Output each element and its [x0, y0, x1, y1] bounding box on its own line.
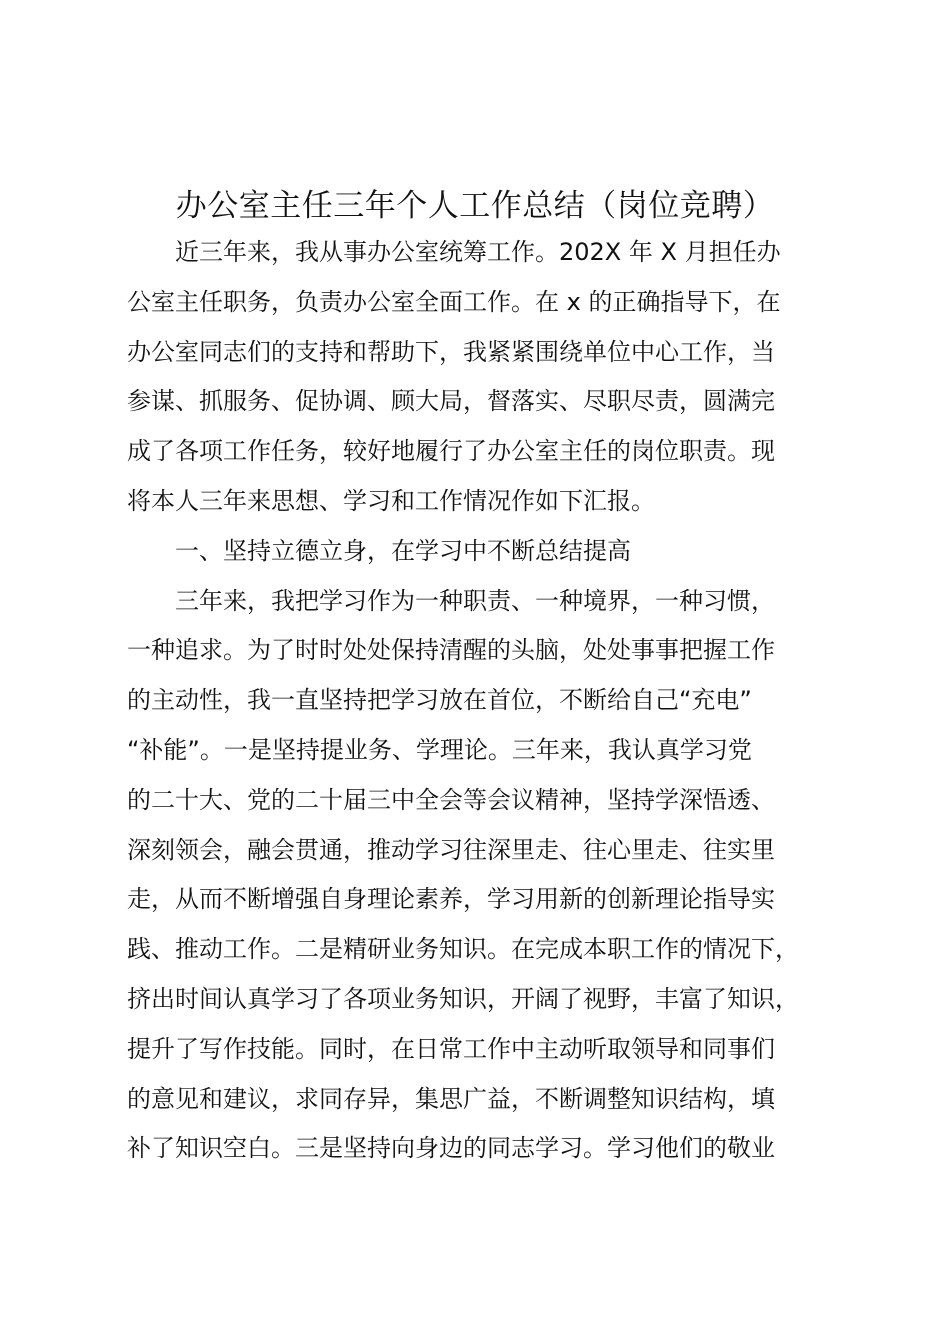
document-title: 办公室主任三年个人工作总结（岗位竞聘） — [175, 188, 775, 224]
paragraph-line: “补能”。一是坚持提业务、学理论。三年来，我认真学习党 — [127, 735, 752, 764]
paragraph-line: 补了知识空白。三是坚持向身边的同志学习。学习他们的敬业 — [127, 1134, 775, 1163]
paragraph-line: 深刻领会，融会贯通，推动学习往深里走、往心里走、往实里 — [127, 835, 775, 864]
paragraph-line: 公室主任职务，负责办公室全面工作。在 x 的正确指导下，在 — [127, 287, 781, 316]
paragraph-line: 办公室同志们的支持和帮助下，我紧紧围绕单位中心工作，当 — [127, 337, 775, 366]
paragraph-line: 三年来，我把学习作为一种职责、一种境界，一种习惯， — [175, 586, 775, 615]
paragraph-line: 提升了写作技能。同时，在日常工作中主动听取领导和同事们 — [127, 1034, 775, 1063]
paragraph-line: 将本人三年来思想、学习和工作情况作如下汇报。 — [127, 486, 655, 515]
paragraph-line: 的意见和建议，求同存异，集思广益，不断调整知识结构，填 — [127, 1084, 775, 1113]
paragraph-line: 的二十大、党的二十届三中全会等会议精神，坚持学深悟透、 — [127, 785, 775, 814]
paragraph-line: 挤出时间认真学习了各项业务知识，开阔了视野，丰富了知识， — [127, 984, 799, 1013]
document-body — [127, 228, 839, 1174]
paragraph-line: 近三年来，我从事办公室统筹工作。202X 年 X 月担任办 — [175, 238, 781, 266]
paragraph-line: 一种追求。为了时时处处保持清醒的头脑，处处事事把握工作 — [127, 636, 775, 665]
paragraph-line: 成了各项工作任务，较好地履行了办公室主任的岗位职责。现 — [127, 437, 775, 466]
paragraph-line: 参谋、抓服务、促协调、顾大局，督落实、尽职尽责，圆满完 — [127, 387, 775, 416]
section-heading: 一、坚持立德立身，在学习中不断总结提高 — [175, 536, 631, 565]
paragraph-line: 的主动性，我一直坚持把学习放在首位，不断给自己“充电” — [127, 686, 752, 715]
paragraph-line: 走，从而不断增强自身理论素养，学习用新的创新理论指导实 — [127, 885, 775, 914]
paragraph-line: 践、推动工作。二是精研业务知识。在完成本职工作的情况下， — [127, 935, 799, 964]
